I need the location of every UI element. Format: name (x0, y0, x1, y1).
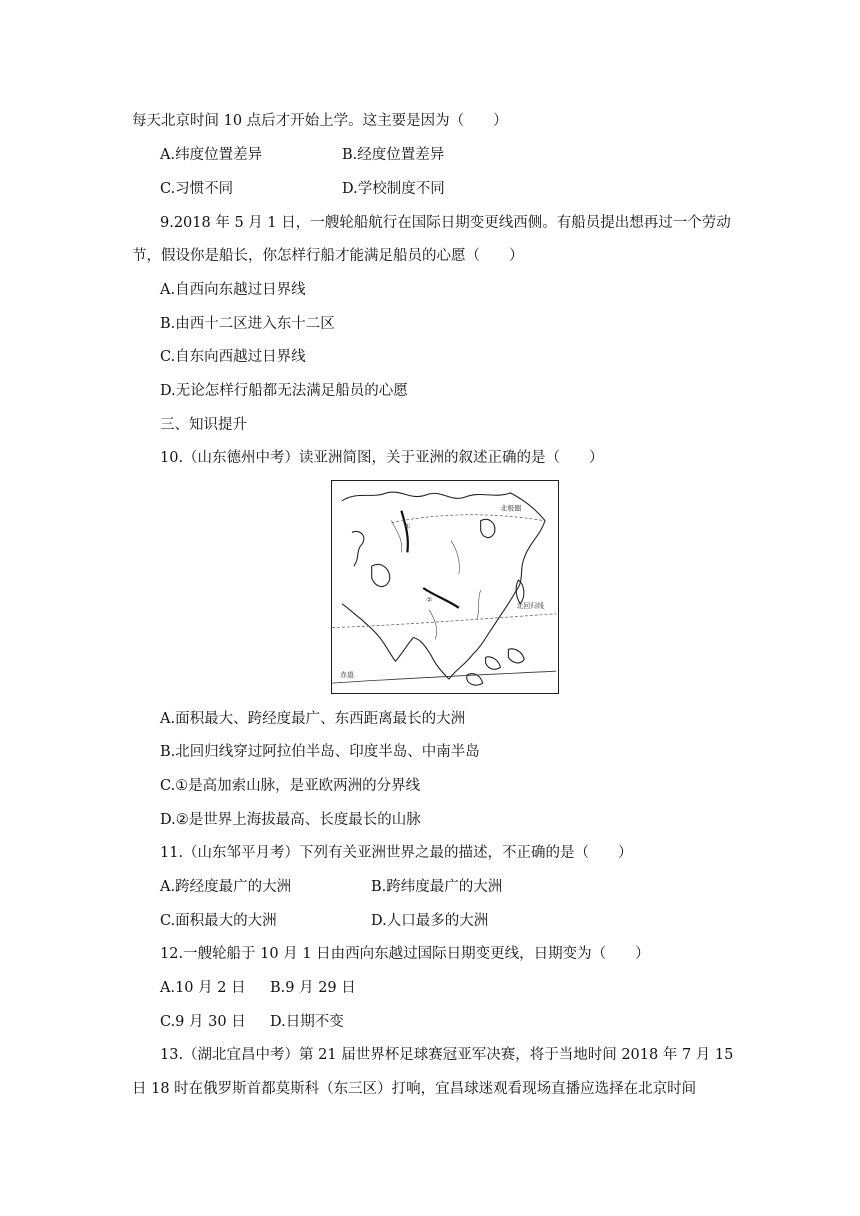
q12-option-a: A.10 月 2 日 (160, 980, 246, 996)
map-label-equator: 赤道 (339, 671, 354, 680)
q8-option-a: A.纬度位置差异 (160, 147, 263, 163)
q9-stem-line2: 节，假设你是船长，你怎样行船才能满足船员的心愿（ ） (132, 248, 524, 264)
tropic-of-cancer-line (332, 614, 556, 628)
q9-stem-line1: 9.2018 年 5 月 1 日，一艘轮船航行在国际日期变更线西侧。有船员提出想再过一个劳动 (160, 215, 731, 231)
q9-option-a: A.自西向东越过日界线 (160, 282, 306, 298)
q12-option-b: B.9 月 29 日 (270, 980, 356, 996)
q10-option-c: C.①是高加索山脉，是亚欧两洲的分界线 (160, 778, 421, 794)
asia-map-figure (331, 480, 559, 694)
q13-stem-line1: 13.（湖北宜昌中考）第 21 届世界杯足球赛冠亚军决赛，将于当地时间 2018 年 7 月 15 (160, 1047, 734, 1063)
q9-option-b: B.由西十二区进入东十二区 (160, 316, 335, 332)
q8-option-d: D.学校制度不同 (342, 181, 445, 197)
q11-option-d: D.人口最多的大洲 (371, 913, 489, 929)
mountain-1-ural (401, 511, 407, 553)
map-label-2: ② (426, 595, 433, 604)
q10-option-b: B.北回归线穿过阿拉伯半岛、印度半岛、中南半岛 (160, 744, 480, 760)
q12-stem: 12.一艘轮船于 10 月 1 日由西向东越过国际日期变更线，日期变为（ ） (160, 946, 650, 962)
asia-map-svg (332, 481, 558, 693)
map-label-arctic: 北极圈 (500, 504, 522, 513)
q8-option-c: C.习惯不同 (160, 181, 234, 197)
section-heading: 三、知识提升 (160, 417, 247, 433)
q9-option-c: C.自东向西越过日界线 (160, 349, 306, 365)
map-label-tropic: 北回归线 (516, 601, 545, 610)
q11-stem: 11.（山东邹平月考）下列有关亚洲世界之最的描述，不正确的是（ ） (160, 845, 633, 861)
q11-option-a: A.跨经度最广的大洲 (160, 879, 292, 895)
q13-stem-line2: 日 18 时在俄罗斯首都莫斯科（东三区）打响，宜昌球迷观看现场直播应选择在北京时间 (132, 1081, 697, 1097)
equator-line (332, 671, 556, 683)
q11-option-c: C.面积最大的大洲 (160, 913, 277, 929)
q8-option-b: B.经度位置差异 (342, 147, 445, 163)
q11-option-b: B.跨纬度最广的大洲 (371, 879, 503, 895)
arctic-circle-line (392, 515, 545, 523)
q8-stem-continuation: 每天北京时间 10 点后才开始上学。这主要是因为（ ） (132, 113, 508, 129)
q10-stem: 10.（山东德州中考）读亚洲简图，关于亚洲的叙述正确的是（ ） (160, 450, 604, 466)
q9-option-d: D.无论怎样行船都无法满足船员的心愿 (160, 383, 408, 399)
q10-option-d: D.②是世界上海拔最高、长度最长的山脉 (160, 812, 421, 828)
q10-option-a: A.面积最大、跨经度最广、东西距离最长的大洲 (160, 711, 466, 727)
q12-option-c: C.9 月 30 日 (160, 1014, 246, 1030)
q12-option-d: D.日期不变 (270, 1014, 344, 1030)
map-label-1: ① (404, 522, 411, 531)
